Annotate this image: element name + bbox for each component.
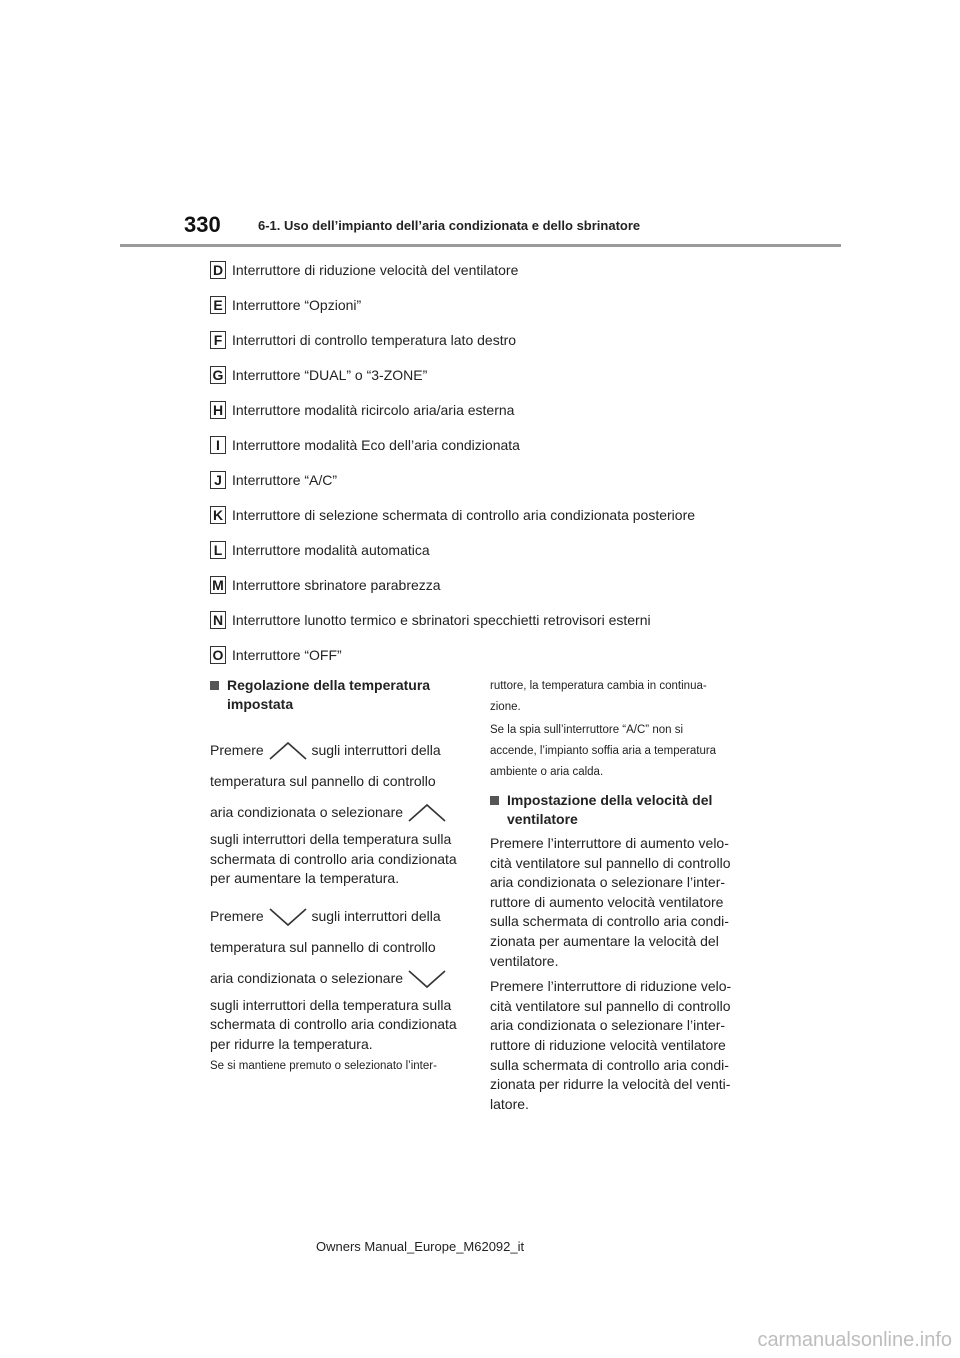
legend-key-badge: E <box>210 296 226 314</box>
footer-text: Owners Manual_Europe_M62092_it <box>316 1239 525 1254</box>
legend-text: Interruttore di selezione schermata di controllo aria condizionata posteriore <box>232 507 696 523</box>
legend-text: Interruttore “Opzioni” <box>232 297 362 313</box>
legend-key-badge: N <box>210 611 226 629</box>
heading-line: ventilatore <box>507 811 578 827</box>
text-line: Premere l’interruttore di riduzione velo- <box>490 978 732 995</box>
legend-text: Interruttori di controllo temperatura lato destro <box>232 332 517 348</box>
chevron-down-icon <box>407 968 447 990</box>
legend-text: Interruttore lunotto termico e sbrinatori specchietti retrovisori esterni <box>232 612 651 628</box>
legend-key-badge: G <box>210 366 226 384</box>
fan-decrease-paragraph <box>490 977 740 1114</box>
legend-text: Interruttore modalità Eco dell’aria condizionata <box>232 437 520 453</box>
legend-item <box>210 470 890 505</box>
text-line: schermata di controllo aria condizionata <box>210 1016 457 1033</box>
legend-item <box>210 540 890 575</box>
right-column <box>490 676 740 1114</box>
section-title: 6-1. Uso dell’impianto dell’aria condizionata e dello sbrinatore <box>258 218 641 233</box>
fan-increase-paragraph <box>490 834 740 971</box>
legend-text: Interruttore sbrinatore parabrezza <box>232 577 441 593</box>
text-line: temperatura sul pannello di controllo <box>210 773 436 789</box>
text-line: sugli interruttori della temperatura sulla <box>210 831 452 847</box>
fan-speed-heading <box>490 791 740 829</box>
legend-list <box>210 260 890 680</box>
page-number: 330 <box>184 212 221 237</box>
text-fragment: sugli interruttori della <box>311 907 441 924</box>
temperature-up-continuation <box>210 830 460 889</box>
legend-key-badge: H <box>210 401 226 419</box>
text-line: schermata di controllo aria condizionata <box>210 850 457 867</box>
legend-text: Interruttore modalità ricircolo aria/aria esterna <box>232 402 515 418</box>
text-line: ventilatore. <box>490 952 559 969</box>
text-fragment: Premere <box>210 742 264 758</box>
left-column <box>210 676 460 1077</box>
text-line: latore. <box>490 1095 529 1112</box>
heading-line: impostata <box>227 696 294 712</box>
legend-item <box>210 645 890 680</box>
text-line: sulla schermata di controllo aria condi- <box>490 913 729 930</box>
text-line: cità ventilatore sul pannello di controllo <box>490 997 731 1014</box>
legend-key-badge: O <box>210 646 226 664</box>
legend-key-badge: F <box>210 331 226 349</box>
text-line: ruttore di aumento velocità ventilatore <box>490 893 724 910</box>
legend-item <box>210 260 890 295</box>
header-rule <box>120 244 841 247</box>
legend-key-badge: M <box>210 576 226 594</box>
temperature-down-paragraph <box>210 901 460 994</box>
legend-key-badge: I <box>210 436 226 454</box>
text-line: aria condizionata o selezionare l’inter- <box>490 1017 726 1034</box>
legend-item <box>210 575 890 610</box>
legend-text: Interruttore “DUAL” o “3-ZONE” <box>232 367 428 383</box>
text-line: temperatura sul pannello di controllo <box>210 938 436 955</box>
text-line: aria condizionata o selezionare l’inter- <box>490 874 726 891</box>
ac-light-note <box>490 720 740 783</box>
square-bullet-icon <box>210 681 219 690</box>
note-line: ruttore, la temperatura cambia in continua- <box>490 680 707 692</box>
legend-key-badge: D <box>210 261 226 279</box>
heading-line: Regolazione della temperatura <box>227 677 431 693</box>
note-text: Se si mantiene premuto o selezionato l’inter- <box>210 1059 437 1072</box>
text-line: ruttore di riduzione velocità ventilatore <box>490 1036 726 1053</box>
legend-key-badge: L <box>210 541 226 559</box>
temperature-down-continuation <box>210 996 460 1055</box>
temperature-heading <box>210 676 460 714</box>
heading-line: Impostazione della velocità del <box>507 792 713 808</box>
legend-key-badge: J <box>210 471 226 489</box>
note-continued <box>490 676 740 718</box>
legend-item <box>210 610 890 645</box>
text-fragment: aria condizionata o selezionare <box>210 804 404 820</box>
text-line: zionata per aumentare la velocità del <box>490 932 719 949</box>
text-fragment: aria condizionata o selezionare <box>210 969 404 986</box>
legend-text: Interruttore “OFF” <box>232 647 342 663</box>
legend-item <box>210 295 890 330</box>
note-line: zione. <box>490 701 521 713</box>
watermark-text: carmanualsonline.info <box>757 1329 952 1351</box>
text-line: sugli interruttori della temperatura sulla <box>210 996 452 1013</box>
legend-item <box>210 435 890 470</box>
text-line: sulla schermata di controllo aria condi- <box>490 1056 729 1073</box>
text-line: per ridurre la temperatura. <box>210 1035 373 1052</box>
note-line: Se la spia sull’interruttore “A/C” non si <box>490 724 684 736</box>
legend-text: Interruttore di riduzione velocità del ventilatore <box>232 262 519 278</box>
text-fragment: Premere <box>210 907 264 924</box>
square-bullet-icon <box>490 796 499 805</box>
legend-key-badge: K <box>210 506 226 524</box>
text-line: per aumentare la temperatura. <box>210 870 400 887</box>
temperature-up-paragraph <box>210 735 460 828</box>
legend-item <box>210 505 890 540</box>
legend-item <box>210 365 890 400</box>
chevron-up-icon <box>268 740 308 762</box>
legend-item <box>210 400 890 435</box>
chevron-up-icon <box>407 802 447 824</box>
legend-text: Interruttore “A/C” <box>232 472 338 488</box>
note-line: accende, l’impianto soffia aria a temperatura <box>490 745 717 757</box>
text-line: zionata per ridurre la velocità del venti- <box>490 1076 731 1093</box>
note-line: ambiente o aria calda. <box>490 766 604 778</box>
legend-text: Interruttore modalità automatica <box>232 542 430 558</box>
text-line: Premere l’interruttore di aumento velo- <box>490 835 729 851</box>
legend-item <box>210 330 890 365</box>
chevron-down-icon <box>268 906 308 928</box>
text-fragment: sugli interruttori della <box>311 742 441 758</box>
text-line: cità ventilatore sul pannello di controllo <box>490 854 731 871</box>
